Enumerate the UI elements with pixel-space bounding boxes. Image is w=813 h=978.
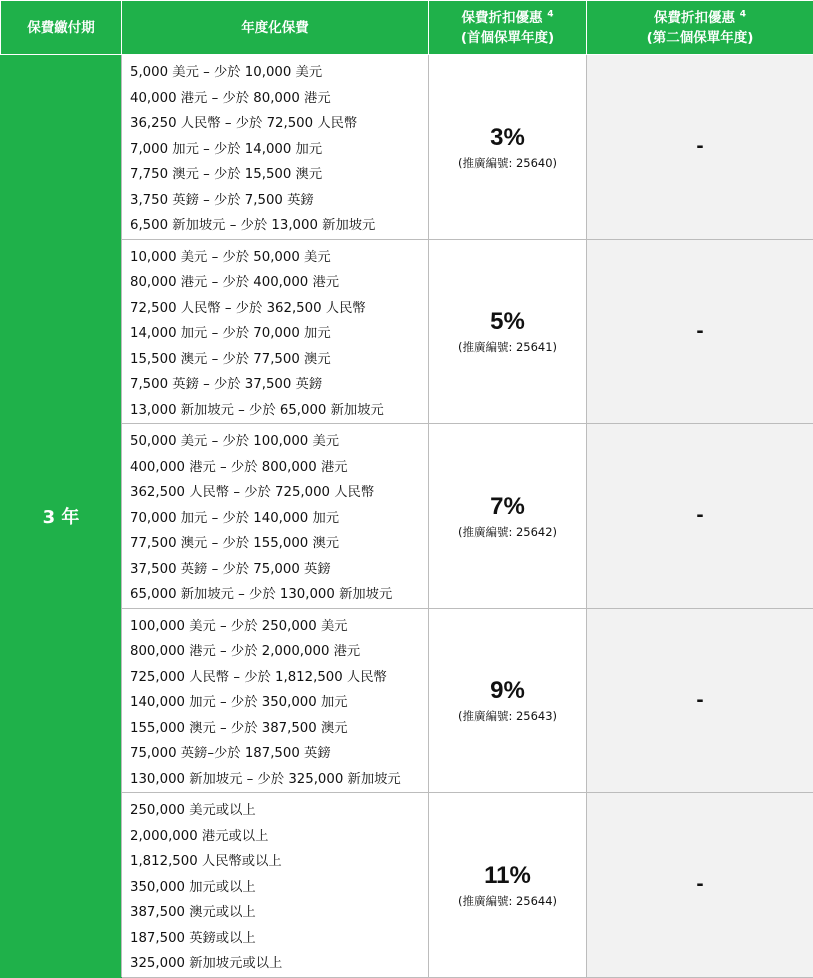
footnote-ref: 4 — [547, 9, 553, 19]
annualized-premium-cell — [122, 239, 429, 424]
header-row — [1, 1, 813, 55]
discount-percentage: 9% — [429, 676, 586, 706]
discount-percentage: 3% — [429, 123, 586, 153]
premium-range: 14,000 加元 – 少於 70,000 加元 — [130, 321, 428, 347]
premium-range: 65,000 新加坡元 – 少於 130,000 新加坡元 — [130, 582, 428, 608]
premium-range: 325,000 新加坡元或以上 — [130, 951, 428, 977]
annualized-premium-cell — [122, 793, 429, 978]
discount-second-year-cell: - — [587, 239, 813, 424]
promo-code: (推廣編號: 25640) — [429, 155, 586, 171]
discount-first-year-cell — [429, 55, 587, 240]
header-term: 保費繳付期 — [1, 1, 122, 55]
premium-range: 187,500 英鎊或以上 — [130, 926, 428, 952]
promo-code: (推廣編號: 25644) — [429, 893, 586, 909]
discount-second-year-cell: - — [587, 55, 813, 240]
premium-range: 130,000 新加坡元 – 少於 325,000 新加坡元 — [130, 767, 428, 793]
premium-range: 80,000 港元 – 少於 400,000 港元 — [130, 270, 428, 296]
premium-range: 140,000 加元 – 少於 350,000 加元 — [130, 690, 428, 716]
premium-range: 725,000 人民幣 – 少於 1,812,500 人民幣 — [130, 665, 428, 691]
discount-second-year-cell: - — [587, 608, 813, 793]
header-discount-first-year: 保費折扣優惠 $^4$ (首個保單年度) — [429, 1, 587, 55]
premium-range: 1,812,500 人民幣或以上 — [130, 849, 428, 875]
header-annualized-premium: 年度化保費 — [122, 1, 429, 55]
discount-second-year-cell: - — [587, 793, 813, 978]
tier-row — [1, 55, 813, 240]
promo-code: (推廣編號: 25641) — [429, 339, 586, 355]
discount-percentage: 11% — [429, 861, 586, 891]
promo-code: (推廣編號: 25642) — [429, 524, 586, 540]
tier-row — [1, 239, 813, 424]
premium-range: 6,500 新加坡元 – 少於 13,000 新加坡元 — [130, 213, 428, 239]
tier-row — [1, 424, 813, 609]
premium-range: 7,500 英鎊 – 少於 37,500 英鎊 — [130, 372, 428, 398]
premium-range: 5,000 美元 – 少於 10,000 美元 — [130, 60, 428, 86]
premium-range: 50,000 美元 – 少於 100,000 美元 — [130, 429, 428, 455]
discount-first-year-cell — [429, 793, 587, 978]
premium-range: 7,000 加元 – 少於 14,000 加元 — [130, 137, 428, 163]
footnote-ref: 4 — [740, 9, 746, 19]
premium-range: 15,500 澳元 – 少於 77,500 澳元 — [130, 347, 428, 373]
discount-second-year-cell: - — [587, 424, 813, 609]
premium-range: 13,000 新加坡元 – 少於 65,000 新加坡元 — [130, 398, 428, 424]
discount-percentage: 5% — [429, 307, 586, 337]
promo-code: (推廣編號: 25643) — [429, 708, 586, 724]
premium-range: 387,500 澳元或以上 — [130, 900, 428, 926]
premium-range: 362,500 人民幣 – 少於 725,000 人民幣 — [130, 480, 428, 506]
premium-range: 37,500 英鎊 – 少於 75,000 英鎊 — [130, 557, 428, 583]
annualized-premium-cell — [122, 608, 429, 793]
discount-first-year-cell — [429, 239, 587, 424]
premium-range: 7,750 澳元 – 少於 15,500 澳元 — [130, 162, 428, 188]
premium-range: 77,500 澳元 – 少於 155,000 澳元 — [130, 531, 428, 557]
premium-range: 70,000 加元 – 少於 140,000 加元 — [130, 506, 428, 532]
term-cell: 3 年 — [1, 55, 122, 978]
discount-first-year-cell — [429, 608, 587, 793]
premium-range: 72,500 人民幣 – 少於 362,500 人民幣 — [130, 296, 428, 322]
tier-row — [1, 608, 813, 793]
discount-percentage: 7% — [429, 492, 586, 522]
annualized-premium-cell — [122, 55, 429, 240]
premium-range: 350,000 加元或以上 — [130, 875, 428, 901]
premium-range: 36,250 人民幣 – 少於 72,500 人民幣 — [130, 111, 428, 137]
premium-range: 2,000,000 港元或以上 — [130, 824, 428, 850]
header-discount-second-year: 保費折扣優惠 $^4$ (第二個保單年度) — [587, 1, 813, 55]
premium-range: 3,750 英鎊 – 少於 7,500 英鎊 — [130, 188, 428, 214]
premium-range: 100,000 美元 – 少於 250,000 美元 — [130, 614, 428, 640]
premium-range: 155,000 澳元 – 少於 387,500 澳元 — [130, 716, 428, 742]
premium-range: 40,000 港元 – 少於 80,000 港元 — [130, 86, 428, 112]
premium-range: 400,000 港元 – 少於 800,000 港元 — [130, 455, 428, 481]
premium-range: 250,000 美元或以上 — [130, 798, 428, 824]
tier-row — [1, 793, 813, 978]
annualized-premium-cell — [122, 424, 429, 609]
premium-range: 75,000 英鎊–少於 187,500 英鎊 — [130, 741, 428, 767]
discount-first-year-cell — [429, 424, 587, 609]
premium-range: 800,000 港元 – 少於 2,000,000 港元 — [130, 639, 428, 665]
premium-range: 10,000 美元 – 少於 50,000 美元 — [130, 245, 428, 271]
